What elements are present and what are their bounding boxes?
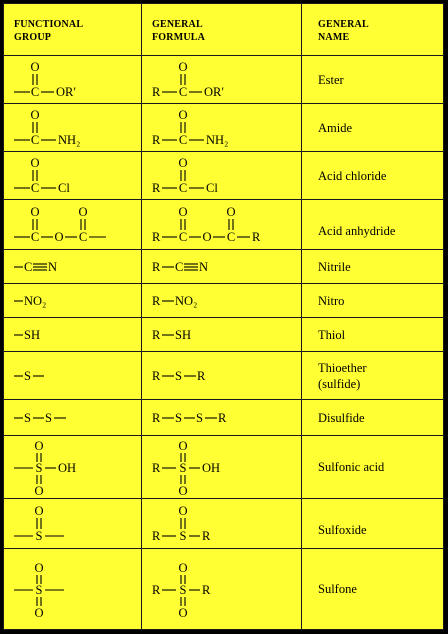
atom-c: C bbox=[226, 229, 236, 244]
atom-o: O bbox=[178, 484, 188, 498]
atom-s: S bbox=[35, 583, 43, 597]
atom-c: C bbox=[30, 132, 40, 147]
atom-s: S bbox=[175, 368, 182, 383]
disulfide-group-structure bbox=[14, 409, 124, 427]
atom-sh: SH bbox=[24, 327, 40, 342]
atom-o: O bbox=[178, 439, 188, 453]
atom-r: R bbox=[152, 84, 161, 99]
atom-s: S bbox=[24, 368, 31, 383]
functional-group-sulfoxide bbox=[4, 499, 142, 549]
general-name-disulfide: Disulfide bbox=[302, 400, 444, 436]
atom-r: R bbox=[152, 293, 161, 308]
atom-o: O bbox=[178, 561, 188, 575]
header-general-name bbox=[302, 4, 444, 56]
amide-formula-structure bbox=[152, 108, 282, 148]
atom-s: S bbox=[175, 410, 182, 425]
general-formula-nitrile bbox=[142, 250, 302, 284]
functional-group-thiol bbox=[4, 318, 142, 352]
atom-s: S bbox=[45, 410, 52, 425]
atom-s: S bbox=[35, 461, 43, 475]
general-formula-thioether bbox=[142, 352, 302, 400]
atom-r: R bbox=[152, 180, 161, 195]
atom-o: O bbox=[30, 59, 40, 74]
table-row-disulfide bbox=[4, 400, 444, 436]
general-formula-thiol bbox=[142, 318, 302, 352]
disulfide-formula-structure bbox=[152, 409, 282, 427]
atom-r: R bbox=[152, 327, 161, 342]
nitro-formula-structure bbox=[152, 292, 282, 310]
atom-oh: OH bbox=[202, 461, 221, 475]
thioether-group-structure bbox=[14, 367, 124, 385]
atom-o: O bbox=[30, 107, 40, 122]
atom-cl: Cl bbox=[58, 180, 70, 195]
atom-c: C bbox=[24, 259, 33, 274]
atom-sh: SH bbox=[175, 327, 191, 342]
atom-or-prime: OR′ bbox=[204, 84, 225, 99]
sulfonic-acid-formula-structure bbox=[152, 439, 282, 498]
general-name-sulfonic-acid: Sulfonic acid bbox=[302, 436, 444, 499]
general-name-sulfone: Sulfone bbox=[302, 549, 444, 630]
table-row-sulfonic-acid bbox=[4, 436, 444, 499]
atom-r: R bbox=[152, 368, 161, 383]
table-row-acid-anhydride bbox=[4, 200, 444, 250]
functional-group-disulfide bbox=[4, 400, 142, 436]
ester-formula-structure bbox=[152, 60, 282, 100]
general-name-thioether-line2: (sulfide) bbox=[318, 376, 361, 391]
functional-group-sulfonic-acid bbox=[4, 436, 142, 499]
atom-c: C bbox=[178, 229, 188, 244]
atom-o: O bbox=[34, 484, 44, 498]
atom-nh2: NH₂ bbox=[206, 132, 229, 147]
header-functional-group bbox=[4, 4, 142, 56]
atom-o: O bbox=[34, 503, 44, 518]
atom-o: O bbox=[178, 606, 188, 620]
thiol-group-structure bbox=[14, 326, 124, 344]
atom-no2: NO₂ bbox=[24, 293, 47, 308]
nitro-group-structure bbox=[14, 292, 124, 310]
acid-chloride-group-structure bbox=[14, 156, 124, 196]
sulfonic-acid-group-structure bbox=[14, 439, 124, 498]
atom-s: S bbox=[179, 583, 187, 597]
general-formula-nitro bbox=[142, 284, 302, 318]
table-row-nitro bbox=[4, 284, 444, 318]
functional-group-acid-anhydride bbox=[4, 200, 142, 250]
general-name-thiol: Thiol bbox=[302, 318, 444, 352]
acid-anhydride-group-structure bbox=[14, 205, 134, 245]
general-name-amide: Amide bbox=[302, 104, 444, 152]
atom-no2: NO₂ bbox=[175, 293, 198, 308]
functional-groups-table bbox=[3, 3, 444, 630]
atom-n: N bbox=[48, 259, 58, 274]
atom-o: O bbox=[30, 155, 40, 170]
sulfone-group-structure bbox=[14, 561, 124, 620]
table-row-ester bbox=[4, 56, 444, 104]
thiol-formula-structure bbox=[152, 326, 282, 344]
header-row bbox=[4, 4, 444, 56]
general-name-acid-chloride: Acid chloride bbox=[302, 152, 444, 200]
general-formula-disulfide bbox=[142, 400, 302, 436]
atom-o: O bbox=[54, 229, 64, 244]
atom-o: O bbox=[178, 107, 188, 122]
sulfoxide-formula-structure bbox=[152, 504, 282, 544]
general-formula-ester bbox=[142, 56, 302, 104]
general-formula-acid-chloride bbox=[142, 152, 302, 200]
atom-r: R bbox=[152, 410, 161, 425]
atom-or-prime: OR′ bbox=[56, 84, 77, 99]
header-general-name-line1: GENERAL bbox=[318, 18, 369, 30]
header-functional-group-line2: GROUP bbox=[14, 31, 52, 43]
atom-r: R bbox=[152, 259, 161, 274]
functional-groups-table-sheet bbox=[3, 3, 443, 630]
general-formula-sulfonic-acid bbox=[142, 436, 302, 499]
header-functional-group-line1: FUNCTIONAL bbox=[14, 18, 84, 30]
nitrile-group-structure bbox=[14, 258, 124, 276]
atom-c: C bbox=[175, 259, 184, 274]
atom-o: O bbox=[178, 503, 188, 518]
atom-c: C bbox=[178, 180, 188, 195]
atom-s: S bbox=[35, 528, 43, 543]
atom-o: O bbox=[178, 204, 188, 219]
atom-s: S bbox=[196, 410, 203, 425]
atom-c: C bbox=[30, 180, 40, 195]
header-general-formula bbox=[142, 4, 302, 56]
atom-c: C bbox=[30, 229, 40, 244]
amide-group-structure bbox=[14, 108, 124, 148]
table-row-acid-chloride bbox=[4, 152, 444, 200]
atom-o: O bbox=[30, 204, 40, 219]
header-general-name-line2: NAME bbox=[318, 31, 350, 43]
functional-group-ester bbox=[4, 56, 142, 104]
table-row-thiol bbox=[4, 318, 444, 352]
functional-group-nitrile bbox=[4, 250, 142, 284]
acid-anhydride-formula-structure bbox=[152, 205, 292, 245]
functional-group-thioether bbox=[4, 352, 142, 400]
atom-r: R bbox=[152, 229, 161, 244]
atom-o: O bbox=[34, 561, 44, 575]
sulfone-formula-structure bbox=[152, 561, 282, 620]
atom-c: C bbox=[78, 229, 88, 244]
atom-r: R bbox=[152, 461, 161, 475]
functional-group-acid-chloride bbox=[4, 152, 142, 200]
atom-r: R bbox=[202, 583, 211, 597]
functional-group-nitro bbox=[4, 284, 142, 318]
atom-s: S bbox=[179, 528, 187, 543]
atom-o: O bbox=[226, 204, 236, 219]
atom-r: R bbox=[202, 528, 211, 543]
atom-o: O bbox=[178, 155, 188, 170]
header-general-formula-line1: GENERAL bbox=[152, 18, 203, 30]
general-formula-sulfone bbox=[142, 549, 302, 630]
table-row-nitrile bbox=[4, 250, 444, 284]
atom-n: N bbox=[199, 259, 209, 274]
atom-r: R bbox=[252, 229, 261, 244]
sulfoxide-group-structure bbox=[14, 504, 124, 544]
atom-r: R bbox=[152, 132, 161, 147]
ester-group-structure bbox=[14, 60, 124, 100]
atom-nh2: NH₂ bbox=[58, 132, 81, 147]
atom-o: O bbox=[178, 59, 188, 74]
table-row-sulfoxide bbox=[4, 499, 444, 549]
general-name-ester: Ester bbox=[302, 56, 444, 104]
atom-o: O bbox=[78, 204, 88, 219]
atom-c: C bbox=[178, 132, 188, 147]
general-name-thioether bbox=[302, 352, 444, 400]
atom-s: S bbox=[179, 461, 187, 475]
atom-s: S bbox=[24, 410, 31, 425]
header-general-formula-line2: FORMULA bbox=[152, 31, 206, 43]
general-name-thioether-line1: Thioether bbox=[318, 360, 367, 375]
atom-o: O bbox=[34, 439, 44, 453]
acid-chloride-formula-structure bbox=[152, 156, 282, 196]
thioether-formula-structure bbox=[152, 367, 282, 385]
atom-oh: OH bbox=[58, 461, 77, 475]
general-formula-amide bbox=[142, 104, 302, 152]
general-formula-sulfoxide bbox=[142, 499, 302, 549]
general-name-nitrile: Nitrile bbox=[302, 250, 444, 284]
atom-r: R bbox=[218, 410, 227, 425]
functional-group-sulfone bbox=[4, 549, 142, 630]
atom-c: C bbox=[178, 84, 188, 99]
table-row-sulfone bbox=[4, 549, 444, 630]
atom-o: O bbox=[34, 606, 44, 620]
general-name-nitro: Nitro bbox=[302, 284, 444, 318]
functional-group-amide bbox=[4, 104, 142, 152]
atom-c: C bbox=[30, 84, 40, 99]
general-name-acid-anhydride: Acid anhydride bbox=[302, 200, 444, 250]
atom-r: R bbox=[197, 368, 206, 383]
atom-r: R bbox=[152, 583, 161, 597]
atom-cl: Cl bbox=[206, 180, 218, 195]
table-row-amide bbox=[4, 104, 444, 152]
table-row-thioether bbox=[4, 352, 444, 400]
atom-o: O bbox=[202, 229, 212, 244]
general-name-sulfoxide: Sulfoxide bbox=[302, 499, 444, 549]
nitrile-formula-structure bbox=[152, 258, 282, 276]
general-formula-acid-anhydride bbox=[142, 200, 302, 250]
atom-r: R bbox=[152, 528, 161, 543]
